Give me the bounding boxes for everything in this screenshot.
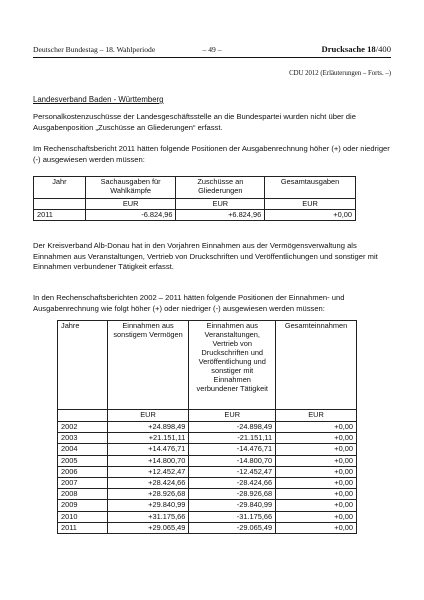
table-row bbox=[34, 210, 356, 221]
year-cell: 2003 bbox=[58, 433, 108, 444]
table-body bbox=[58, 422, 357, 534]
value-cell: -14.476,71 bbox=[189, 444, 276, 455]
value-cell: +6.824,96 bbox=[176, 210, 265, 221]
col-header: Sachausgaben für Wahlkämpfe bbox=[85, 177, 176, 199]
paragraph-1: Personalkostenzuschüsse der Landesgeschäftsstelle an die Bundespartei wurden nicht über die Ausgabenposition „Zuschüsse an Gliederungen“ erfasst. bbox=[33, 112, 356, 132]
value-cell: +0,00 bbox=[276, 522, 357, 533]
value-cell: +0,00 bbox=[276, 489, 357, 500]
unit-cell: EUR bbox=[176, 199, 265, 210]
value-cell: +0,00 bbox=[276, 466, 357, 477]
year-cell: 2009 bbox=[58, 500, 108, 511]
table-row bbox=[58, 466, 357, 477]
table-row bbox=[58, 522, 357, 533]
year-cell: 2011 bbox=[34, 210, 86, 221]
value-cell: +31.175,66 bbox=[107, 511, 189, 522]
year-cell: 2002 bbox=[58, 422, 108, 433]
value-cell: +0,00 bbox=[276, 444, 357, 455]
year-cell: 2011 bbox=[58, 522, 108, 533]
year-cell: 2006 bbox=[58, 466, 108, 477]
table-row bbox=[58, 477, 357, 488]
unit-row bbox=[58, 410, 357, 422]
table-row bbox=[58, 433, 357, 444]
value-cell: +24.898,49 bbox=[107, 422, 189, 433]
value-cell: -29.065,49 bbox=[189, 522, 276, 533]
table-header-row bbox=[34, 177, 356, 199]
value-cell: -12.452,47 bbox=[189, 466, 276, 477]
table-row bbox=[58, 455, 357, 466]
value-cell: +0,00 bbox=[276, 477, 357, 488]
section-title: Landesverband Baden - Württemberg bbox=[33, 95, 164, 104]
paragraph-4: In den Rechenschaftsberichten 2002 – 2011 hätten folgende Positionen der Einnahmen- und Ausgabenrechnung wie folgt höher (+) oder niedriger (-) ausgewiesen werden müssen: bbox=[33, 293, 345, 313]
col-header: Gesamteinnahmen bbox=[276, 321, 357, 410]
table-row bbox=[58, 444, 357, 455]
paragraph-3: Der Kreisverband Alb-Donau hat in den Vorjahren Einnahmen aus der Vermögensverwaltung als Einnahmen aus Veranstaltungen, Vertrieb von Druckschriften und Veröffentlichungen und sonstiger mit Einnahmen verbundener Tätigkeit erfasst. bbox=[33, 241, 378, 272]
table-row bbox=[58, 422, 357, 433]
unit-cell bbox=[34, 199, 86, 210]
value-cell: -24.898,49 bbox=[189, 422, 276, 433]
value-cell: +29.840,99 bbox=[107, 500, 189, 511]
subheader: CDU 2012 (Erläuterungen – Forts. –) bbox=[289, 70, 391, 77]
value-cell: +0,00 bbox=[276, 455, 357, 466]
header-document-number bbox=[322, 44, 391, 54]
value-cell: -29.840,99 bbox=[189, 500, 276, 511]
unit-row bbox=[34, 199, 356, 210]
table-2011 bbox=[33, 176, 356, 221]
paragraph-2: Im Rechenschaftsbericht 2011 hätten folgende Positionen der Ausgabenrechnung höher (+) oder niedriger (-) ausgewiesen werden müssen: bbox=[33, 144, 390, 164]
col-header: Zuschüsse an Gliederungen bbox=[176, 177, 265, 199]
value-cell: +29.065,49 bbox=[107, 522, 189, 533]
header-doc-num: /400 bbox=[375, 44, 391, 54]
value-cell: +12.452,47 bbox=[107, 466, 189, 477]
value-cell: +0,00 bbox=[276, 433, 357, 444]
value-cell: -6.824,96 bbox=[85, 210, 176, 221]
value-cell: +14.476,71 bbox=[107, 444, 189, 455]
col-header: Einnahmen aus sonstigem Vermögen bbox=[107, 321, 189, 410]
unit-cell: EUR bbox=[265, 199, 356, 210]
page-header bbox=[33, 45, 391, 57]
unit-cell: EUR bbox=[85, 199, 176, 210]
value-cell: -14.800,70 bbox=[189, 455, 276, 466]
col-header: Gesamtausgaben bbox=[265, 177, 356, 199]
header-doc-label: Drucksache 18 bbox=[321, 44, 376, 54]
col-header: Einnahmen aus Veranstaltungen, Vertrieb von Druckschriften und Veröffentlichung und sonstiger mit Einnahmen verbundener Tätigkeit bbox=[189, 321, 276, 410]
header-publication: Deutscher Bundestag – 18. Wahlperiode bbox=[33, 45, 156, 54]
value-cell: -21.151,11 bbox=[189, 433, 276, 444]
year-cell: 2004 bbox=[58, 444, 108, 455]
header-page-number: – 49 – bbox=[202, 45, 222, 54]
table-row bbox=[58, 500, 357, 511]
table-row bbox=[58, 489, 357, 500]
year-cell: 2005 bbox=[58, 455, 108, 466]
year-cell: 2008 bbox=[58, 489, 108, 500]
value-cell: +21.151,11 bbox=[107, 433, 189, 444]
col-header: Jahre bbox=[58, 321, 108, 410]
value-cell: -28.424,66 bbox=[189, 477, 276, 488]
value-cell: +28.424,66 bbox=[107, 477, 189, 488]
value-cell: +14.800,70 bbox=[107, 455, 189, 466]
value-cell: +28.926,68 bbox=[107, 489, 189, 500]
col-header: Jahr bbox=[34, 177, 86, 199]
unit-cell: EUR bbox=[189, 410, 276, 422]
table-row bbox=[58, 511, 357, 522]
value-cell: +0,00 bbox=[276, 422, 357, 433]
unit-cell: EUR bbox=[276, 410, 357, 422]
year-cell: 2010 bbox=[58, 511, 108, 522]
unit-cell bbox=[58, 410, 108, 422]
table-header-row bbox=[58, 321, 357, 410]
header-rule bbox=[33, 57, 391, 58]
value-cell: +0,00 bbox=[276, 500, 357, 511]
value-cell: -31.175,66 bbox=[189, 511, 276, 522]
value-cell: -28.926,68 bbox=[189, 489, 276, 500]
unit-cell: EUR bbox=[107, 410, 189, 422]
table-2002-2011 bbox=[57, 320, 357, 534]
value-cell: +0,00 bbox=[265, 210, 356, 221]
year-cell: 2007 bbox=[58, 477, 108, 488]
value-cell: +0,00 bbox=[276, 511, 357, 522]
